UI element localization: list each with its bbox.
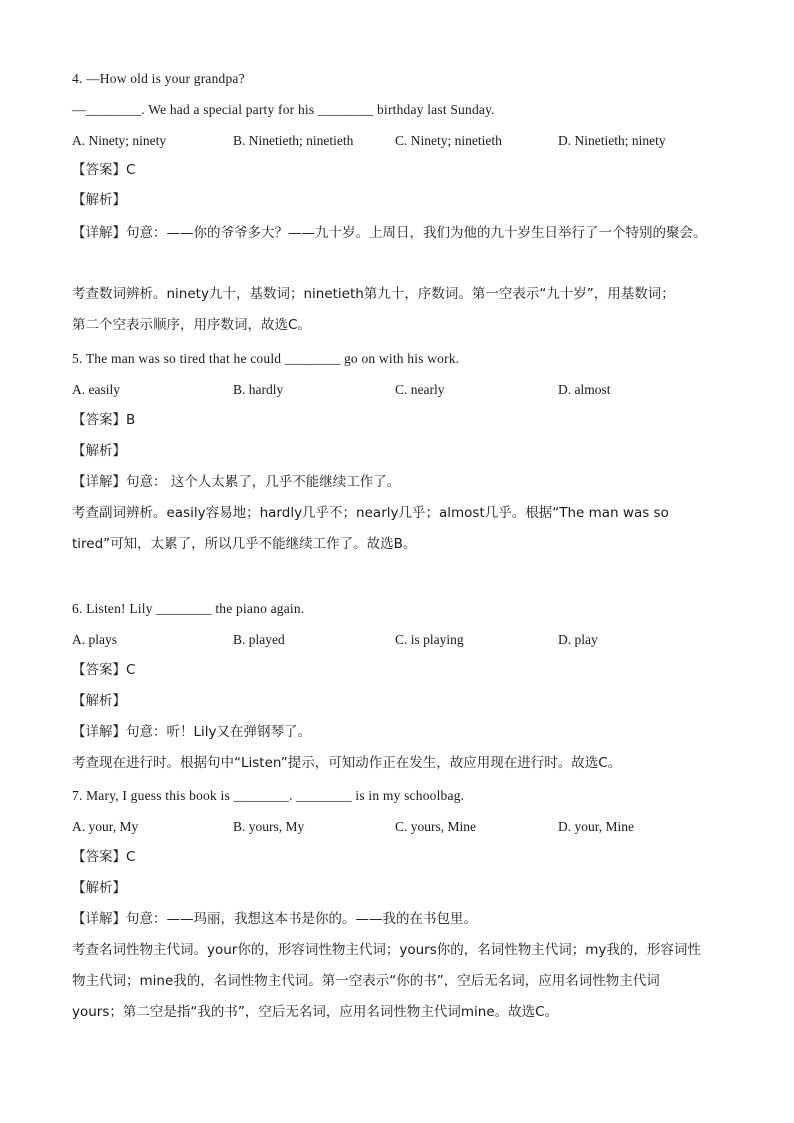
option-c: C. is playing (395, 632, 464, 647)
analysis-label: 【解析】 (72, 192, 126, 208)
option-b: B. played (233, 632, 285, 647)
option-d: D. almost (558, 382, 611, 397)
answer-label: 【答案】C (72, 162, 136, 178)
analysis-label: 【解析】 (72, 880, 126, 896)
detail-line: 考查副词辨析。easily容易地；hardly几乎不；nearly几乎；almost几乎。根据“The man was so (72, 505, 669, 521)
detail-line: 【详解】句意： 这个人太累了，几乎不能继续工作了。 (72, 474, 401, 490)
question-stem: 7. Mary, I guess this book is ________. ________ is in my schoolbag. (72, 788, 465, 803)
detail-line: 【详解】句意：听！Lily又在弹钢琴了。 (72, 724, 312, 740)
detail-line: 考查数词辨析。ninety九十，基数词；ninetieth第九十，序数词。第一空表示“九十岁”，用基数词； (72, 286, 675, 302)
option-d: D. Ninetieth; ninety (558, 133, 666, 148)
option-b: B. yours, My (233, 819, 305, 834)
detail-line: 考查现在进行时。根据句中“Listen”提示，可知动作正在发生，故应用现在进行时。故选C。 (72, 755, 622, 771)
detail-line: 【详解】句意：——玛丽，我想这本书是你的。——我的在书包里。 (72, 911, 477, 927)
answer-label: 【答案】C (72, 849, 136, 865)
answer-label: 【答案】C (72, 662, 136, 678)
question-stem: 6. Listen! Lily ________ the piano again. (72, 601, 305, 616)
detail-line: 【详解】句意：——你的爷爷多大？——九十岁。上周日，我们为他的九十岁生日举行了一个特别的聚会。 (72, 225, 707, 241)
option-c: C. nearly (395, 382, 445, 397)
option-c: C. yours, Mine (395, 819, 476, 834)
option-d: D. your, Mine (558, 819, 634, 834)
analysis-label: 【解析】 (72, 443, 126, 459)
answer-label: 【答案】B (72, 412, 136, 428)
question-stem: —________. We had a special party for his ________ birthday last Sunday. (72, 102, 495, 117)
option-a: A. plays (72, 632, 117, 647)
detail-line: 物主代词；mine我的，名词性物主代词。第一空表示“你的书”，空后无名词，应用名词性物主代词 (72, 973, 660, 989)
detail-line: yours；第二空是指“我的书”，空后无名词，应用名词性物主代词mine。故选C。 (72, 1004, 559, 1020)
detail-line: 考查名词性物主代词。your你的，形容词性物主代词；yours你的，名词性物主代词；my我的，形容词性 (72, 942, 701, 958)
option-a: A. Ninety; ninety (72, 133, 167, 148)
option-b: B. hardly (233, 382, 284, 397)
option-c: C. Ninety; ninetieth (395, 133, 502, 148)
detail-line: tired”可知，太累了，所以几乎不能继续工作了。故选B。 (72, 536, 417, 552)
option-a: A. your, My (72, 819, 139, 834)
question-stem: 5. The man was so tired that he could ________ go on with his work. (72, 351, 460, 366)
question-stem: 4. —How old is your grandpa? (72, 71, 245, 86)
option-a: A. easily (72, 382, 120, 397)
detail-line: 第二个空表示顺序，用序数词，故选C。 (72, 317, 311, 333)
option-d: D. play (558, 632, 598, 647)
option-b: B. Ninetieth; ninetieth (233, 133, 354, 148)
analysis-label: 【解析】 (72, 693, 126, 709)
